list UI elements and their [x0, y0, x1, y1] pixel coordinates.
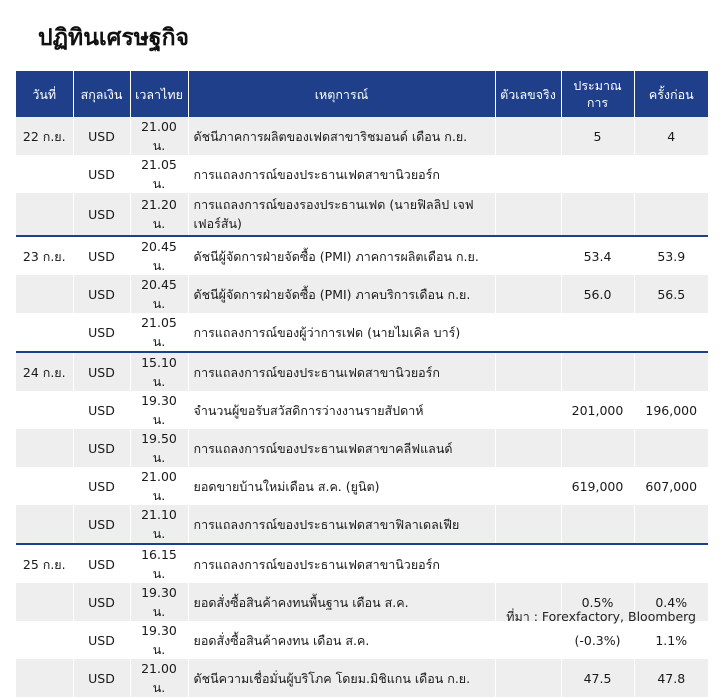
- table-row: [16, 117, 708, 155]
- event-cell: ยอดสั่งซื้อสินค้าคงทน เดือน ส.ค.: [188, 621, 495, 659]
- event-cell: ดัชนีความเชื่อมั่นผู้บริโภค โดยม.มิชิแกน เดือน ก.ย.: [188, 659, 495, 697]
- actual-cell: [495, 467, 561, 505]
- previous-cell: 53.9: [634, 236, 708, 275]
- event-cell: ดัชนีผู้จัดการฝ่ายจัดซื้อ (PMI) ภาคบริการเดือน ก.ย.: [188, 275, 495, 313]
- event-cell: ดัชนีผู้จัดการฝ่ายจัดซื้อ (PMI) ภาคการผลิตเดือน ก.ย.: [188, 236, 495, 275]
- date-cell: 23 ก.ย.: [16, 236, 73, 275]
- header-event: เหตุการณ์: [188, 71, 495, 117]
- actual-cell: [495, 659, 561, 697]
- previous-cell: [634, 429, 708, 467]
- previous-cell: 4: [634, 117, 708, 155]
- forecast-cell: [561, 352, 634, 391]
- actual-cell: [495, 193, 561, 236]
- time-cell: 20.45 น.: [130, 236, 188, 275]
- time-cell: 21.00 น.: [130, 467, 188, 505]
- header-forecast: ประมาณการ: [561, 71, 634, 117]
- forecast-cell: (-0.3%): [561, 621, 634, 659]
- time-cell: 19.30 น.: [130, 621, 188, 659]
- table-row: [16, 505, 708, 544]
- source-note: ที่มา : Forexfactory, Bloomberg: [506, 609, 696, 624]
- table-row: [16, 659, 708, 697]
- forecast-cell: 201,000: [561, 391, 634, 429]
- forecast-cell: [561, 429, 634, 467]
- previous-cell: [634, 544, 708, 583]
- previous-cell: [634, 193, 708, 236]
- table-row: [16, 193, 708, 236]
- previous-cell: [634, 155, 708, 193]
- event-cell: การแถลงการณ์ของประธานเฟดสาขานิวยอร์ก: [188, 155, 495, 193]
- actual-cell: [495, 236, 561, 275]
- table-row: [16, 391, 708, 429]
- currency-cell: USD: [73, 621, 130, 659]
- actual-cell: [495, 505, 561, 544]
- time-cell: 15.10 น.: [130, 352, 188, 391]
- table-row: [16, 236, 708, 275]
- date-cell: [16, 467, 73, 505]
- event-cell: ยอดสั่งซื้อสินค้าคงทนพื้นฐาน เดือน ส.ค.: [188, 583, 495, 621]
- date-cell: [16, 621, 73, 659]
- page-title: ปฏิทินเศรษฐกิจ: [38, 25, 189, 51]
- event-cell: การแถลงการณ์ของรองประธานเฟด (นายฟิลลิป เจฟเฟอร์สัน): [188, 193, 495, 236]
- event-cell: การแถลงการณ์ของประธานเฟดสาขานิวยอร์ก: [188, 544, 495, 583]
- currency-cell: USD: [73, 352, 130, 391]
- table-row: [16, 275, 708, 313]
- forecast-cell: 56.0: [561, 275, 634, 313]
- forecast-cell: 0.5%: [561, 583, 634, 621]
- header-date: วันที่: [16, 71, 73, 117]
- forecast-cell: 47.5: [561, 659, 634, 697]
- table-row: [16, 313, 708, 352]
- forecast-cell: [561, 193, 634, 236]
- date-cell: [16, 583, 73, 621]
- date-cell: [16, 659, 73, 697]
- actual-cell: [495, 352, 561, 391]
- currency-cell: USD: [73, 155, 130, 193]
- currency-cell: USD: [73, 467, 130, 505]
- previous-cell: 0.4%: [634, 583, 708, 621]
- actual-cell: [495, 117, 561, 155]
- forecast-cell: [561, 155, 634, 193]
- date-cell: 24 ก.ย.: [16, 352, 73, 391]
- currency-cell: USD: [73, 429, 130, 467]
- time-cell: 20.45 น.: [130, 275, 188, 313]
- time-cell: 19.30 น.: [130, 391, 188, 429]
- date-cell: 25 ก.ย.: [16, 544, 73, 583]
- header-actual: ตัวเลขจริง: [495, 71, 561, 117]
- previous-cell: [634, 352, 708, 391]
- event-cell: ยอดขายบ้านใหม่เดือน ส.ค. (ยูนิต): [188, 467, 495, 505]
- economic-calendar-table: [16, 71, 708, 697]
- actual-cell: [495, 429, 561, 467]
- currency-cell: USD: [73, 193, 130, 236]
- actual-cell: [495, 155, 561, 193]
- date-cell: [16, 429, 73, 467]
- time-cell: 21.20 น.: [130, 193, 188, 236]
- currency-cell: USD: [73, 659, 130, 697]
- forecast-cell: 619,000: [561, 467, 634, 505]
- currency-cell: USD: [73, 275, 130, 313]
- time-cell: 21.00 น.: [130, 117, 188, 155]
- forecast-cell: [561, 544, 634, 583]
- time-cell: 21.05 น.: [130, 155, 188, 193]
- date-cell: [16, 275, 73, 313]
- forecast-cell: [561, 313, 634, 352]
- event-cell: จำนวนผู้ขอรับสวัสดิการว่างงานรายสัปดาห์: [188, 391, 495, 429]
- previous-cell: 47.8: [634, 659, 708, 697]
- time-cell: 21.10 น.: [130, 505, 188, 544]
- currency-cell: USD: [73, 236, 130, 275]
- time-cell: 21.05 น.: [130, 313, 188, 352]
- table-header-row: [16, 71, 708, 117]
- date-cell: [16, 391, 73, 429]
- previous-cell: 56.5: [634, 275, 708, 313]
- header-previous: ครั้งก่อน: [634, 71, 708, 117]
- date-cell: [16, 313, 73, 352]
- table-row: [16, 429, 708, 467]
- event-cell: การแถลงการณ์ของผู้ว่าการเฟด (นายไมเคิล บาร์): [188, 313, 495, 352]
- header-currency: สกุลเงิน: [73, 71, 130, 117]
- event-cell: การแถลงการณ์ของประธานเฟดสาขาฟิลาเดลเฟีย: [188, 505, 495, 544]
- currency-cell: USD: [73, 505, 130, 544]
- header-time: เวลาไทย: [130, 71, 188, 117]
- event-cell: ดัชนีภาคการผลิตของเฟดสาขาริชมอนด์ เดือน ก.ย.: [188, 117, 495, 155]
- table-row: [16, 544, 708, 583]
- currency-cell: USD: [73, 583, 130, 621]
- time-cell: 21.00 น.: [130, 659, 188, 697]
- date-cell: [16, 155, 73, 193]
- time-cell: 16.15 น.: [130, 544, 188, 583]
- table-row: [16, 155, 708, 193]
- previous-cell: 1.1%: [634, 621, 708, 659]
- currency-cell: USD: [73, 544, 130, 583]
- event-cell: การแถลงการณ์ของประธานเฟดสาขาคลีฟแลนด์: [188, 429, 495, 467]
- time-cell: 19.30 น.: [130, 583, 188, 621]
- previous-cell: [634, 505, 708, 544]
- currency-cell: USD: [73, 117, 130, 155]
- previous-cell: 607,000: [634, 467, 708, 505]
- forecast-cell: 5: [561, 117, 634, 155]
- actual-cell: [495, 275, 561, 313]
- date-cell: 22 ก.ย.: [16, 117, 73, 155]
- table-row: [16, 352, 708, 391]
- table-row: [16, 467, 708, 505]
- actual-cell: [495, 544, 561, 583]
- actual-cell: [495, 313, 561, 352]
- forecast-cell: 53.4: [561, 236, 634, 275]
- time-cell: 19.50 น.: [130, 429, 188, 467]
- previous-cell: 196,000: [634, 391, 708, 429]
- date-cell: [16, 505, 73, 544]
- currency-cell: USD: [73, 313, 130, 352]
- actual-cell: [495, 391, 561, 429]
- event-cell: การแถลงการณ์ของประธานเฟดสาขานิวยอร์ก: [188, 352, 495, 391]
- previous-cell: [634, 313, 708, 352]
- date-cell: [16, 193, 73, 236]
- forecast-cell: [561, 505, 634, 544]
- currency-cell: USD: [73, 391, 130, 429]
